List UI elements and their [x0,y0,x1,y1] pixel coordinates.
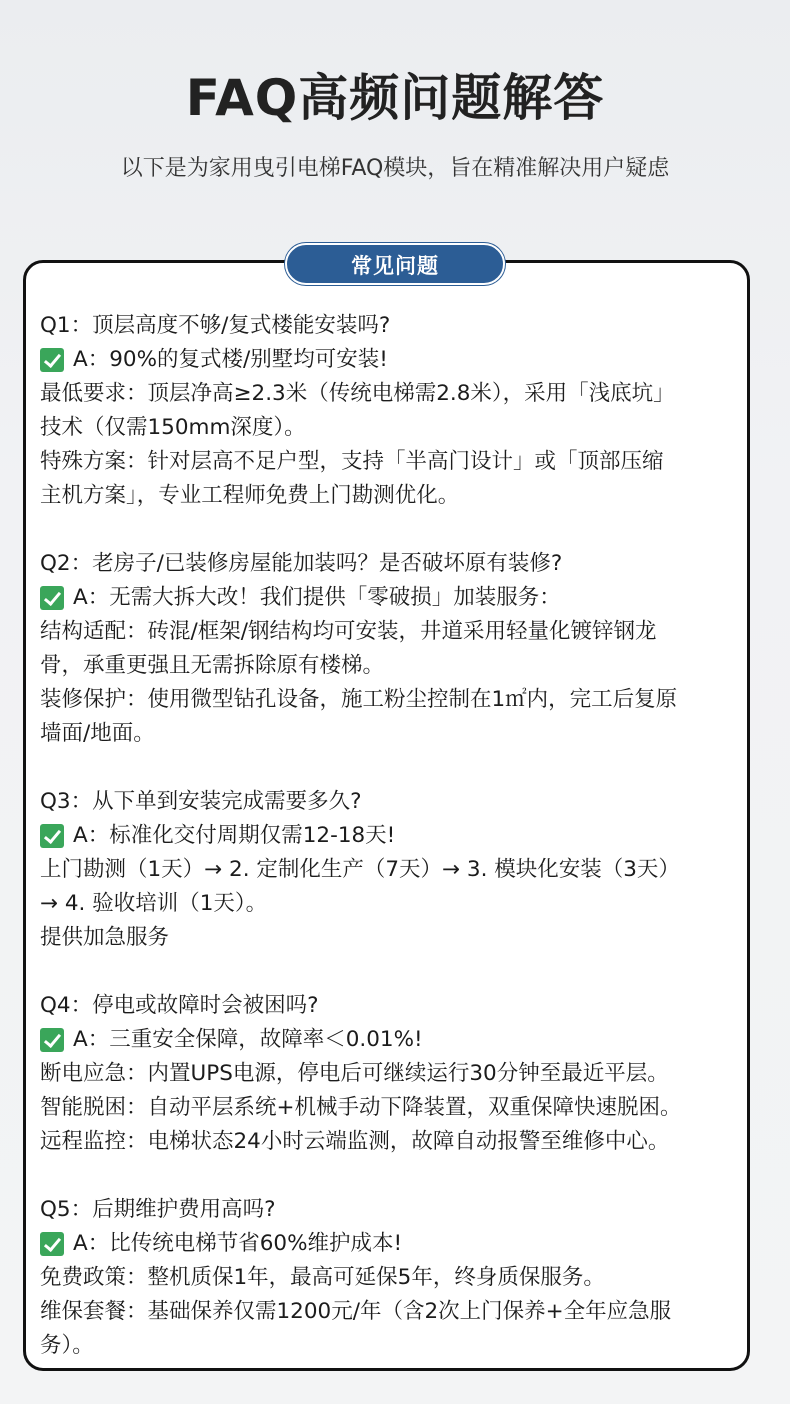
faq-answer [40,819,752,853]
faq-detail: 装修保护：使用微型钻孔设备，施工粉尘控制在1㎡内，完工后复原 [40,687,678,712]
faq-detail: 智能脱困：自动平层系统+机械手动下降装置，双重保障快速脱困。 [40,1095,682,1120]
faq-answer [40,1023,752,1057]
page-title: FAQ高频问题解答 [185,69,605,127]
faq-answer [40,581,752,615]
faq-detail: 维保套餐：基础保养仅需1200元/年（含2次上门保养+全年应急服 [40,1299,672,1324]
faq-list [40,309,752,1363]
check-icon [40,824,64,848]
faq-question: Q3：从下单到安装完成需要多久? [40,789,362,814]
faq-answer-text: A：标准化交付周期仅需12-18天! [73,823,396,848]
faq-question: Q1：顶层高度不够/复式楼能安装吗? [40,313,391,338]
faq-question: Q4：停电或故障时会被困吗? [40,993,319,1018]
faq-item-q4 [40,989,752,1159]
faq-detail: 主机方案」，专业工程师免费上门勘测优化。 [40,483,460,508]
faq-answer-text: A：90%的复式楼/别墅均可安装! [73,347,388,372]
faq-question: Q5：后期维护费用高吗? [40,1197,276,1222]
faq-detail: 提供加急服务 [40,925,170,950]
faq-item-q2 [40,547,752,751]
faq-item-q3 [40,785,752,955]
section-badge: 常见问题 [285,243,505,285]
faq-detail: → 4. 验收培训（1天）。 [40,891,268,916]
check-icon [40,1232,64,1256]
faq-detail: 最低要求：顶层净高≥2.3米（传统电梯需2.8米），采用「浅底坑」 [40,381,675,406]
faq-detail: 上门勘测（1天）→ 2. 定制化生产（7天）→ 3. 模块化安装（3天） [40,857,680,882]
faq-item-q1 [40,309,752,513]
faq-answer [40,343,752,377]
check-icon [40,1028,64,1052]
faq-answer-text: A：三重安全保障，故障率＜0.01%! [73,1027,423,1052]
faq-detail: 骨，承重更强且无需拆除原有楼梯。 [40,653,385,678]
check-icon [40,586,64,610]
faq-detail: 务）。 [40,1333,94,1358]
faq-detail: 特殊方案：针对层高不足户型，支持「半高门设计」或「顶部压缩 [40,449,664,474]
faq-answer-text: A：比传统电梯节省60%维护成本! [73,1231,403,1256]
check-icon [40,348,64,372]
faq-detail: 技术（仅需150mm深度）。 [40,415,306,440]
faq-detail: 结构适配：砖混/框架/钢结构均可安装，井道采用轻量化镀锌钢龙 [40,619,657,644]
faq-detail: 断电应急：内置UPS电源，停电后可继续运行30分钟至最近平层。 [40,1061,669,1086]
page-subtitle: 以下是为家用曳引电梯FAQ模块，旨在精准解决用户疑虑 [120,156,670,181]
faq-detail: 墙面/地面。 [40,721,155,746]
faq-question: Q2：老房子/已装修房屋能加装吗？是否破坏原有装修? [40,551,563,576]
faq-detail: 免费政策：整机质保1年，最高可延保5年，终身质保服务。 [40,1265,605,1290]
faq-detail: 远程监控：电梯状态24小时云端监测，故障自动报警至维修中心。 [40,1129,670,1154]
faq-answer [40,1227,752,1261]
faq-answer-text: A：无需大拆大改！我们提供「零破损」加装服务： [73,585,561,610]
faq-item-q5 [40,1193,752,1363]
